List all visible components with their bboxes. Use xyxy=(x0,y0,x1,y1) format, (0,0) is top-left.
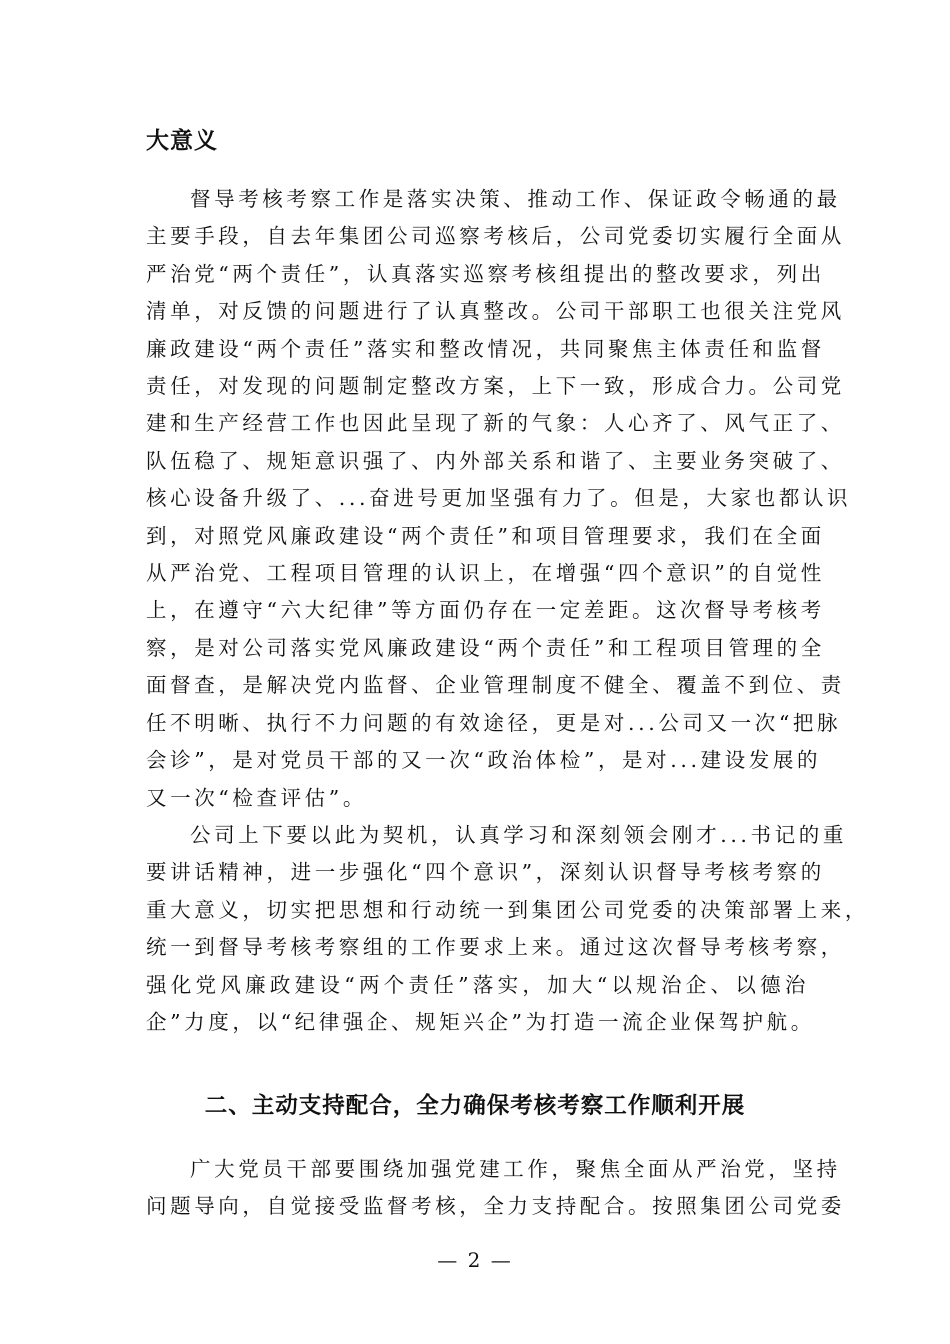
continued-heading: 大意义 xyxy=(146,128,218,154)
text-line: 建和生产经营工作也因此呈现了新的气象：人心齐了、风气正了、 xyxy=(146,411,845,436)
text-line: 会诊”，是对党员干部的又一次“政治体检”，是对...建设发展的 xyxy=(146,748,822,773)
section-2-heading: 二、主动支持配合，全力确保考核考察工作顺利开展 xyxy=(204,1093,746,1119)
text-line: 任不明晰、执行不力问题的有效途径，更是对...公司又一次“把脉 xyxy=(146,710,842,735)
text-line: 到，对照党风廉政建设“两个责任”和项目管理要求，我们在全面 xyxy=(146,523,825,548)
text-line: 主要手段，自去年集团公司巡察考核后，公司党委切实履行全面从 xyxy=(146,224,845,249)
paragraph-3 xyxy=(146,1151,845,1226)
text-line: 从严治党、工程项目管理的认识上，在增强“四个意识”的自觉性 xyxy=(146,561,825,586)
text-line: 重大意义，切实把思想和行动统一到集团公司党委的决策部署上来， xyxy=(146,897,869,922)
text-line: 统一到督导考核考察组的工作要求上来。通过这次督导考核考察， xyxy=(146,935,845,960)
text-line: 察，是对公司落实党风廉政建设“两个责任”和工程项目管理的全 xyxy=(146,635,825,660)
text-line: 队伍稳了、规矩意识强了、内外部关系和谐了、主要业务突破了、 xyxy=(146,448,845,473)
paragraph-2 xyxy=(146,817,869,1041)
text-line: 责任，对发现的问题制定整改方案，上下一致，形成合力。公司党 xyxy=(146,374,845,399)
text-line: 要讲话精神，进一步强化“四个意识”，深刻认识督导考核考察的 xyxy=(146,860,825,885)
text-line: 强化党风廉政建设“两个责任”落实，加大“以规治企、以德治 xyxy=(146,972,809,997)
text-line: 广大党员干部要围绕加强党建工作，聚焦全面从严治党，坚持 xyxy=(190,1157,841,1181)
text-line: 清单，对反馈的问题进行了认真整改。公司干部职工也很关注党风 xyxy=(146,299,845,324)
text-line: 廉政建设“两个责任”落实和整改情况，共同聚焦主体责任和监督 xyxy=(146,336,825,361)
page-number: — 2 — xyxy=(437,1248,513,1272)
text-line: 严治党“两个责任”，认真落实巡察考核组提出的整改要求，列出 xyxy=(146,261,825,286)
text-line: 问题导向，自觉接受监督考核，全力支持配合。按照集团公司党委 xyxy=(146,1194,845,1219)
text-line: 督导考核考察工作是落实决策、推动工作、保证政令畅通的最 xyxy=(190,187,841,211)
text-line: 面督查，是解决党内监督、企业管理制度不健全、覆盖不到位、责 xyxy=(146,673,845,698)
paragraph-1 xyxy=(146,181,852,817)
text-line: 又一次“检查评估”。 xyxy=(146,785,367,810)
text-line: 企”力度，以“纪律强企、规矩兴企”为打造一流企业保驾护航。 xyxy=(146,1010,815,1035)
text-line: 核心设备升级了、...奋进号更加坚强有力了。但是，大家也都认识 xyxy=(146,486,852,511)
text-line: 上，在遵守“六大纪律”等方面仍存在一定差距。这次督导考核考 xyxy=(146,598,825,623)
text-line: 公司上下要以此为契机，认真学习和深刻领会刚才...书记的重 xyxy=(190,823,847,847)
